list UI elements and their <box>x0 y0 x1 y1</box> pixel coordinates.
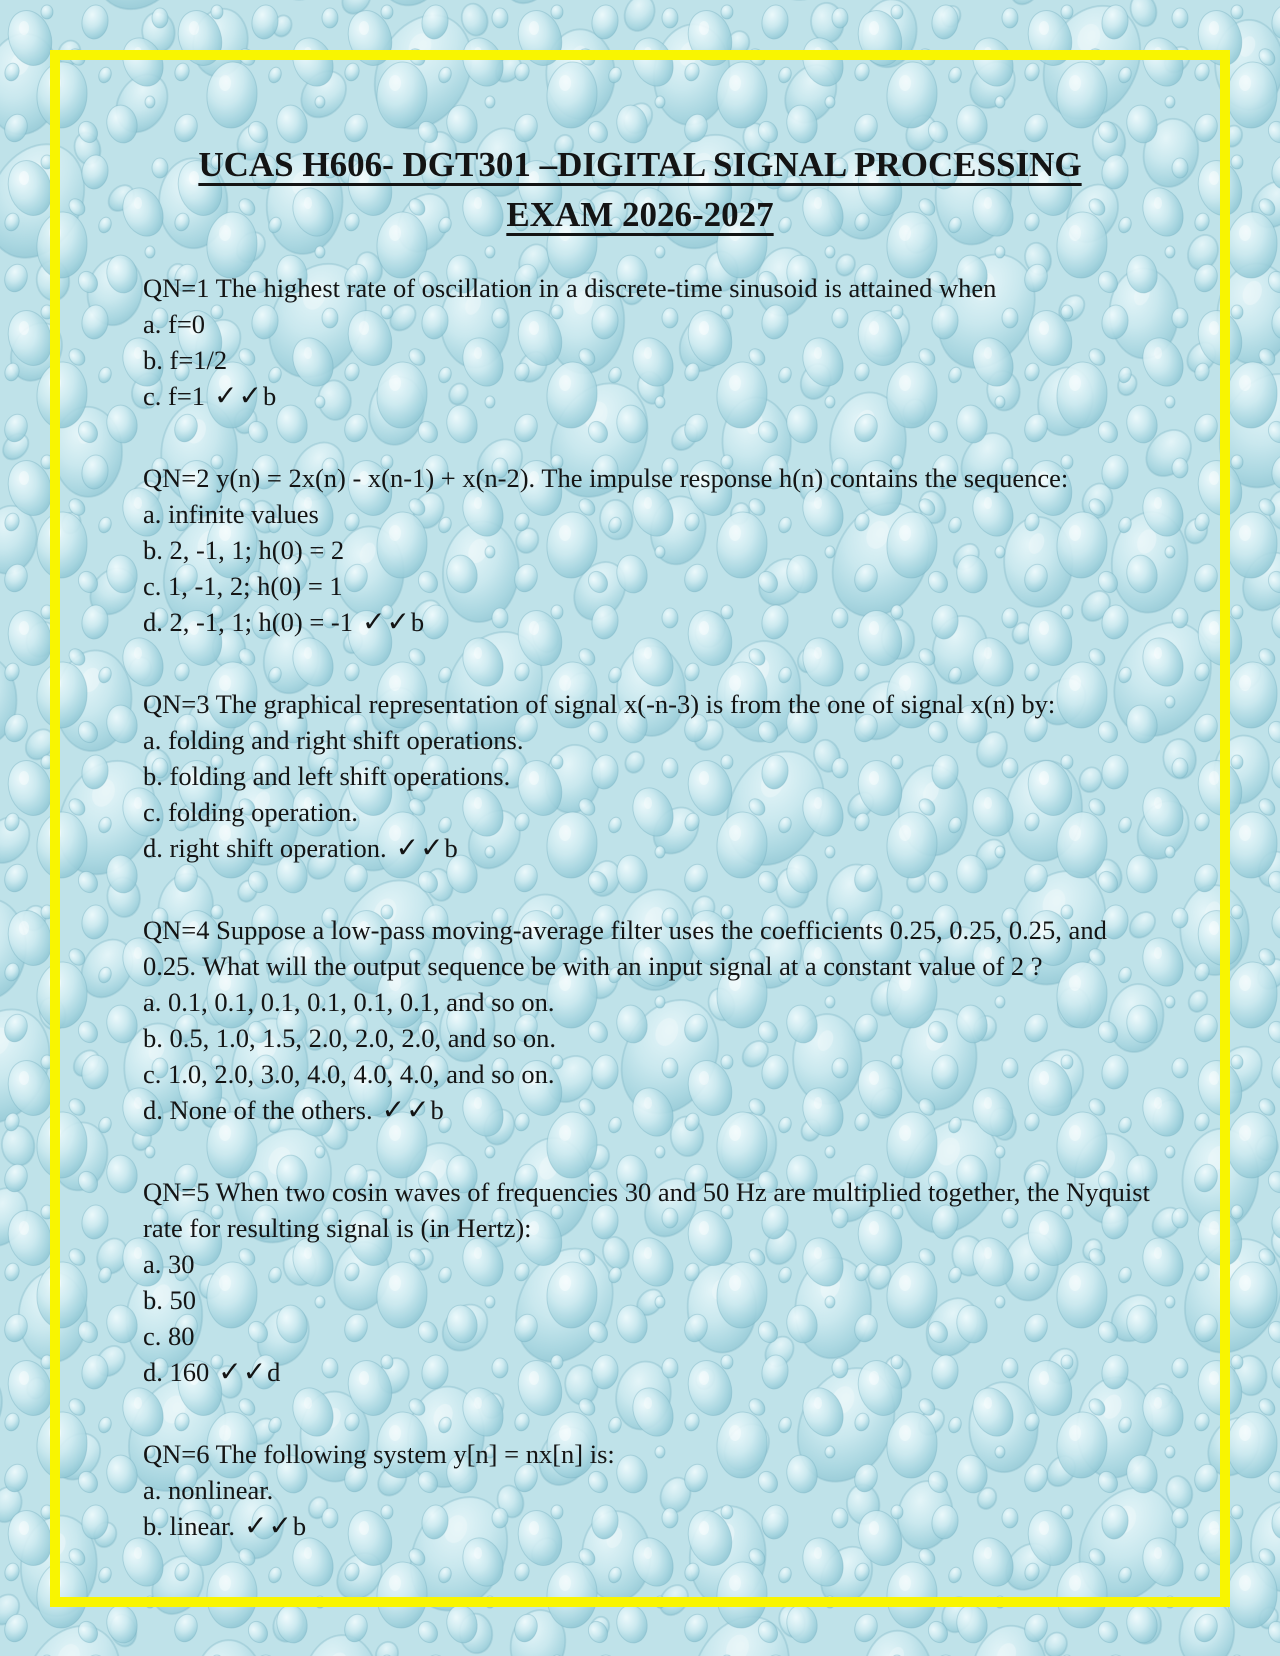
answer-option <box>143 1020 1153 1056</box>
option-text: d. 160 <box>143 1357 210 1387</box>
option-text: c. 80 <box>143 1321 195 1351</box>
page-title <box>0 140 1280 240</box>
answer-option <box>143 1354 1153 1390</box>
option-text: c. f=1 <box>143 381 206 411</box>
question-prompt: QN=4 Suppose a low-pass moving-average filter uses the coefficients 0.25, 0.25, 0.25, and 0.25. What will the output sequence be with an input signal at a constant value of 2 ? <box>143 915 1107 981</box>
title-line-2: EXAM 2026-2027 <box>506 195 774 234</box>
answer-option <box>143 830 1153 866</box>
answer-option <box>143 1472 1153 1508</box>
answer-letter: b <box>430 1095 444 1125</box>
option-text: b. 0.5, 1.0, 1.5, 2.0, 2.0, 2.0, and so on. <box>143 1023 556 1053</box>
answer-letter: d <box>267 1357 281 1387</box>
answer-option <box>143 1318 1153 1354</box>
option-text: b. folding and left shift operations. <box>143 761 511 791</box>
option-text: c. 1, -1, 2; h(0) = 1 <box>143 571 343 601</box>
question-block-1 <box>143 270 1153 414</box>
option-text: d. right shift operation. <box>143 833 387 863</box>
title-line-1: UCAS H606- DGT301 –DIGITAL SIGNAL PROCESSING <box>198 145 1082 184</box>
option-text: b. 2, -1, 1; h(0) = 2 <box>143 535 345 565</box>
questions-list <box>143 270 1153 1544</box>
double-check-icon: ✓✓ <box>218 1355 268 1388</box>
question-prompt: QN=3 The graphical representation of signal x(-n-3) is from the one of signal x(n) by: <box>143 689 1056 719</box>
double-check-icon: ✓✓ <box>214 379 263 412</box>
question-prompt: QN=6 The following system y[n] = nx[n] is: <box>143 1439 615 1469</box>
answer-option <box>143 496 1153 532</box>
answer-option <box>143 306 1153 342</box>
answer-letter: b <box>410 607 425 637</box>
answer-option <box>143 722 1153 758</box>
answer-option <box>143 604 1153 640</box>
answer-option <box>143 1508 1153 1544</box>
answer-option <box>143 1282 1153 1318</box>
question-prompt: QN=5 When two cosin waves of frequencies 30 and 50 Hz are multiplied together, the Nyquist rate for resulting signal is (in Hertz): <box>143 1177 1150 1243</box>
answer-letter: b <box>292 1511 307 1541</box>
option-text: a. 0.1, 0.1, 0.1, 0.1, 0.1, 0.1, and so on. <box>143 987 555 1017</box>
double-check-icon: ✓✓ <box>395 831 445 864</box>
double-check-icon: ✓✓ <box>361 605 411 638</box>
answer-option <box>143 794 1153 830</box>
option-text: d. None of the others. <box>143 1095 373 1125</box>
option-text: b. 50 <box>143 1285 196 1315</box>
answer-option <box>143 532 1153 568</box>
double-check-icon: ✓✓ <box>244 1509 293 1542</box>
answer-option <box>143 1246 1153 1282</box>
question-block-3 <box>143 686 1153 866</box>
option-text: b. f=1/2 <box>143 345 228 375</box>
answer-option <box>143 758 1153 794</box>
option-text: c. 1.0, 2.0, 3.0, 4.0, 4.0, 4.0, and so on. <box>143 1059 555 1089</box>
option-text: a. 30 <box>143 1249 195 1279</box>
option-text: a. f=0 <box>143 309 206 339</box>
option-text: a. nonlinear. <box>143 1475 274 1505</box>
double-check-icon: ✓✓ <box>381 1093 431 1126</box>
question-block-5 <box>143 1174 1153 1390</box>
answer-option <box>143 1092 1153 1128</box>
answer-option <box>143 568 1153 604</box>
question-prompt: QN=1 The highest rate of oscillation in a discrete-time sinusoid is attained when <box>143 273 997 303</box>
question-block-2 <box>143 460 1153 640</box>
option-text: d. 2, -1, 1; h(0) = -1 <box>143 607 353 637</box>
question-prompt: QN=2 y(n) = 2x(n) - x(n-1) + x(n-2). The impulse response h(n) contains the sequence: <box>143 463 1069 493</box>
option-text: a. infinite values <box>143 499 319 529</box>
answer-option <box>143 1056 1153 1092</box>
answer-letter: b <box>262 381 277 411</box>
answer-option <box>143 984 1153 1020</box>
option-text: c. folding operation. <box>143 797 358 827</box>
answer-option <box>143 378 1153 414</box>
answer-option <box>143 342 1153 378</box>
option-text: b. linear. <box>143 1511 235 1541</box>
question-block-4 <box>143 912 1153 1128</box>
answer-letter: b <box>444 833 458 863</box>
question-block-6 <box>143 1436 1153 1544</box>
option-text: a. folding and right shift operations. <box>143 725 524 755</box>
